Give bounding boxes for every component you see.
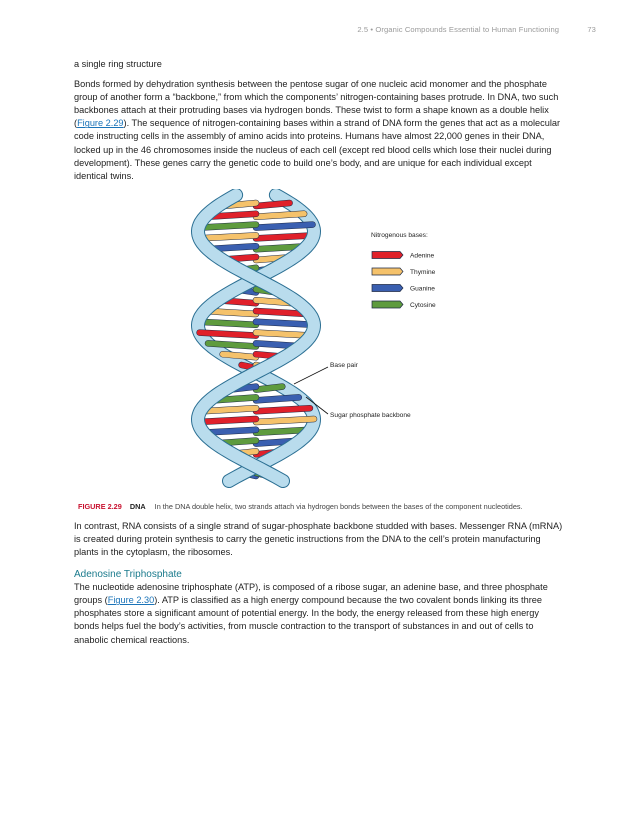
legend-swatch-guanine <box>372 284 403 291</box>
page-content <box>74 58 564 647</box>
figure-2-29-link[interactable]: Figure 2.29 <box>77 118 124 129</box>
legend-swatch-adenine <box>372 251 403 258</box>
caption-figure-number: FIGURE 2.29 <box>78 501 122 511</box>
legend-label-thymine: Thymine <box>410 268 436 276</box>
paragraph-atp-text-2: ). ATP is classified as a high energy compound because the two covalent bonds linking its three phosphates store a significant amount of potential energy. In the body, the energy released from these high energy bonds helps fuel the body’s activities, from muscle contraction to the transport of substances in and out of cells to anabolic chemical reactions. <box>74 595 543 645</box>
caption-text: In the DNA double helix, two strands attach via hydrogen bonds between the bases of the component nucleotides. <box>154 501 523 511</box>
base-adenine-left-0 <box>256 203 290 206</box>
figure-2-30-link[interactable]: Figure 2.30 <box>107 595 155 606</box>
base-adenine-right-20 <box>198 419 256 422</box>
dna-figure <box>74 189 564 494</box>
page-number: 73 <box>587 25 596 34</box>
paragraph-dna-text-2: ). The sequence of nitrogen-containing bases within a strand of DNA form the genes that act as a molecular code instructing cells in the assembly of amino acids into proteins. Humans have almost 22,000 genes in their DNA, locked up in the 46 chromosomes inside the nucleus of each cell (except red blood cells which lose their nuclei during development). These genes carry the genetic code to build one’s body, and are unique for each individual except identical twins. <box>74 118 561 181</box>
base-pair-pointer <box>294 367 328 384</box>
paragraph-dna-text-1: Bonds formed by dehydration synthesis between the pentose sugar of one nucleic acid monomer and the phosphate group of another form a “backbone,” from which the components’ nitrogen-containing bases protrude. In DNA, two such backbones attach at their protruding bases via hydrogen bonds. These twist to form a shape known as a double helix ( <box>74 79 559 129</box>
paragraph-rna: In contrast, RNA consists of a single strand of sugar-phosphate backbone studded with bases. Messenger RNA (mRNA) is created during protein synthesis to carry the genetic instructions from the DNA to the cell’s protein manufacturing plants in the cytoplasm, the ribosomes. <box>74 520 563 558</box>
intro-line: a single ring structure <box>74 59 162 69</box>
base-pair-label: Base pair <box>330 361 358 369</box>
legend-label-adenine: Adenine <box>410 252 435 260</box>
figure-caption <box>78 502 564 512</box>
base-cytosine-right-2 <box>200 224 257 227</box>
paragraph-atp-text-1: The nucleotide adenosine triphosphate (ATP), is composed of a ribose sugar, an adenine base, and three phosphate groups ( <box>74 582 548 606</box>
base-cytosine-left-17 <box>256 386 282 389</box>
backbone-label: Sugar phosphate backbone <box>330 411 411 419</box>
caption-title: DNA <box>129 501 146 511</box>
base-guanine-right-11 <box>256 322 314 325</box>
base-adenine-left-12 <box>200 332 256 335</box>
running-header <box>357 25 596 34</box>
base-guanine-left-2 <box>256 224 313 227</box>
paragraph-dna <box>74 78 564 183</box>
base-guanine-left-18 <box>256 397 299 400</box>
dna-double-helix-illustration <box>74 189 564 494</box>
running-title: 2.5 • Organic Compounds Essential to Human Functioning <box>357 25 560 34</box>
legend-label-cytosine: Cytosine <box>410 301 436 309</box>
legend-label-guanine: Guanine <box>410 285 435 293</box>
legend-swatch-thymine <box>372 268 403 275</box>
base-cytosine-left-11 <box>198 322 256 325</box>
base-thymine-left-14 <box>223 354 256 357</box>
base-thymine-left-20 <box>256 419 314 422</box>
legend-swatch-cytosine <box>372 301 403 308</box>
base-thymine-left-1 <box>256 214 304 217</box>
base-adenine-left-19 <box>256 408 310 411</box>
base-cytosine-left-13 <box>208 343 256 346</box>
paragraph-atp <box>74 581 564 646</box>
legend-title: Nitrogenous bases: <box>371 231 428 239</box>
section-heading-atp: Adenosine Triphosphate <box>74 569 182 581</box>
